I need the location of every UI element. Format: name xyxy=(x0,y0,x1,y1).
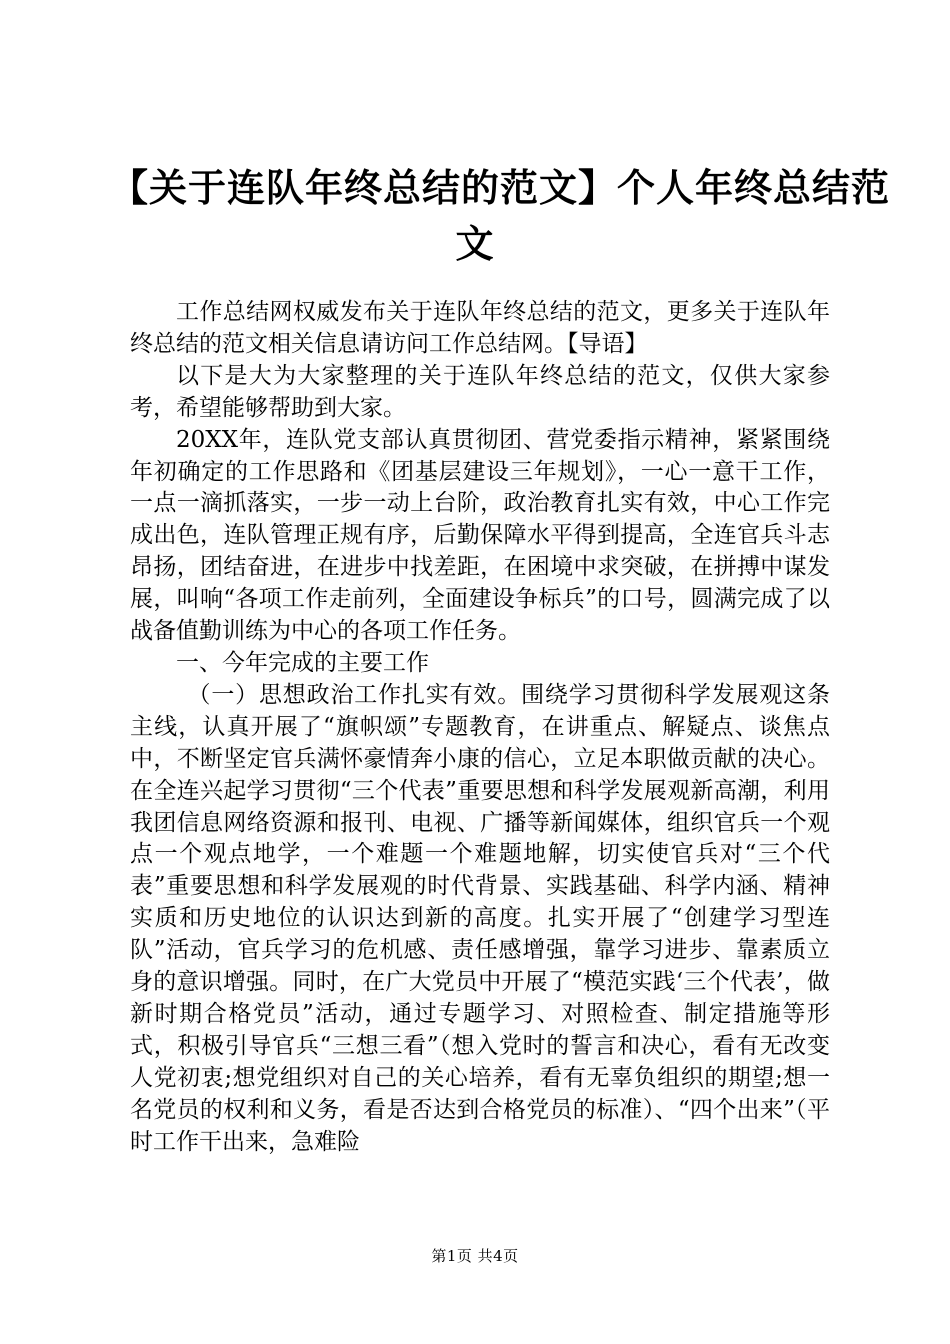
document-body xyxy=(130,297,830,1158)
document-title xyxy=(110,160,891,272)
paragraph-overview: 20XX年，连队党支部认真贯彻团、营党委指示精神，紧紧围绕年初确定的工作思路和《团基层建设三年规划》，一心一意干工作，一点一滴抓落实，一步一动上台阶，政治教育扎实有效，中心工作完成出色，连队管理正规有序，后勤保障水平得到提高，全连官兵斗志昂扬，团结奋进，在进步中找差距，在困境中求突破，在拼搏中谋发展，叫响“各项工作走前列，全面建设争标兵”的口号，圆满完成了以战备值勤训练为中心的各项工作任务。 xyxy=(130,426,830,645)
title-line-2: 文 xyxy=(455,221,495,266)
page-footer: 第1页 共4页 xyxy=(431,1247,519,1265)
paragraph-political-work: （一）思想政治工作扎实有效。围绕学习贯彻科学发展观这条主线，认真开展了“旗帜颂”专题教育，在讲重点、解疑点、谈焦点中，不断坚定官兵满怀豪情奔小康的信心，立足本职做贡献的决心。在全连兴起学习贯彻“三个代表”重要思想和科学发展观新高潮，利用我团信息网络资源和报刊、电视、广播等新闻媒体，组织官兵一个观点一个观点地学，一个难题一个难题地解，切实使官兵对“三个代表”重要思想和科学发展观的时代背景、实践基础、科学内涵、精神实质和历史地位的认识达到新的高度。扎实开展了“创建学习型连队”活动，官兵学习的危机感、责任感增强，靠学习进步、靠素质立身的意识增强。同时，在广大党员中开展了“模范实践‘三个代表’，做新时期合格党员”活动，通过专题学习、对照检查、制定措施等形式，积极引导官兵“三想三看”（想入党时的誓言和决心，看有无改变人党初衷;想党组织对自己的关心培养，看有无辜负组织的期望;想一名党员的权利和义务，看是否达到合格党员的标准）、“四个出来”（平时工作干出来，急难险 xyxy=(130,681,830,1155)
section-heading: 一、今年完成的主要工作 xyxy=(176,649,429,676)
paragraph-lead: 以下是大为大家整理的关于连队年终总结的范文，仅供大家参考，希望能够帮助到大家。 xyxy=(130,362,830,421)
paragraph-intro: 工作总结网权威发布关于连队年终总结的范文，更多关于连队年终总结的范文相关信息请访问工作总结网。【导语】 xyxy=(130,299,830,357)
title-line-1: 【关于连队年终总结的范文】个人年终总结范 xyxy=(110,165,891,210)
